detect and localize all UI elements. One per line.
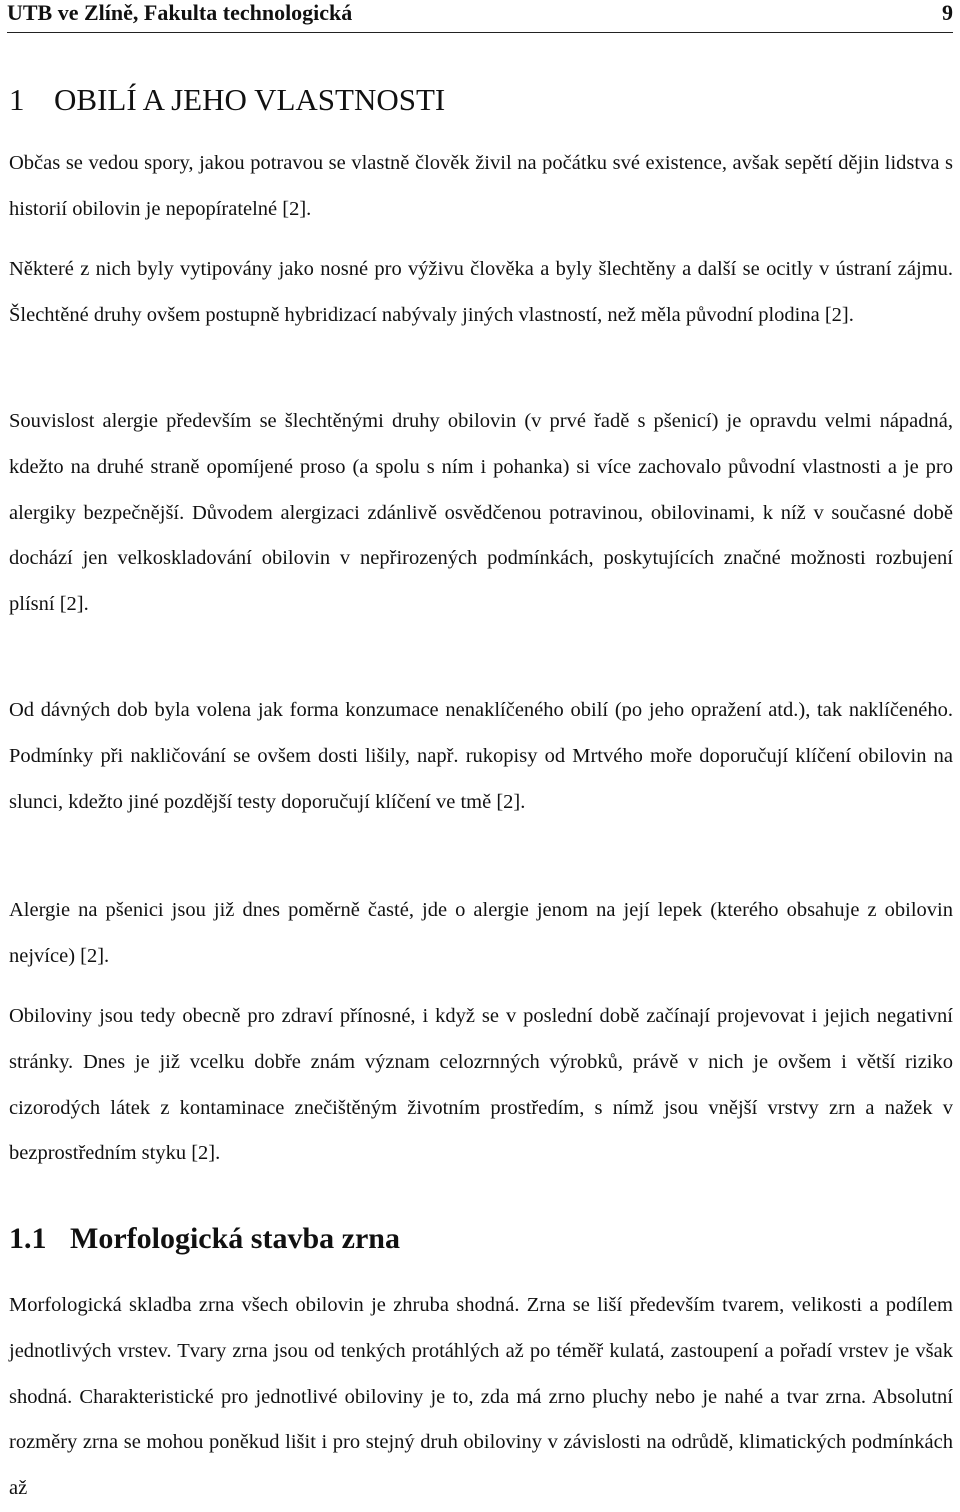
paragraph-4: Od dávných dob byla volena jak forma konzumace nenaklíčeného obilí (po jeho opražení atd.), tak naklíčeného. Podmínky při nakličování se ovšem dosti lišily, např. rukopisy od Mrtvého moře doporučují klíčení obilovin na slunci, kdežto jiné pozdější testy doporučují klíčení ve tmě [2]. bbox=[9, 699, 953, 813]
paragraph-3: Souvislost alergie především se šlechtěnými druhy obilovin (v prvé řadě s pšenicí) je opravdu velmi nápadná, kdežto na druhé straně opomíjené proso (a spolu s ním i pohanka) si více zachovalo původní vlastnosti a je pro alergiky bezpečnější. Důvodem alergizaci zdánlivě osvědčenou potravinou, obilovinami, k níž v současné době dochází jen velkoskladování obilovin v nepřirozených podmínkách, poskytujících značné možnosti rozbujení plísní [2]. bbox=[9, 410, 953, 616]
chapter-heading bbox=[9, 80, 445, 120]
section-number: 1.1 bbox=[9, 1222, 47, 1255]
paragraph-2: Některé z nich byly vytipovány jako nosné pro výživu člověka a byly šlechtěny a další se ocitly v ústraní zájmu. Šlechtěné druhy ovšem postupně hybridizací nabývaly jiných vlastností, než měla původní plodina [2]. bbox=[9, 258, 953, 326]
chapter-number: 1 bbox=[9, 82, 25, 117]
chapter-title: OBILÍ A JEHO VLASTNOSTI bbox=[54, 82, 446, 117]
paragraph-6: Obiloviny jsou tedy obecně pro zdraví přínosné, i když se v poslední době začínají projevovat i jejich negativní stránky. Dnes je již vcelku dobře znám význam celozrnných výrobků, právě v nich je ovšem i větší riziko cizorodých látek z kontaminace znečištěným životním prostředím, s nímž jsou vnější vrstvy zrn a nažek v bezprostředním styku [2]. bbox=[9, 1005, 953, 1165]
section-title: Morfologická stavba zrna bbox=[70, 1222, 400, 1255]
header-title: UTB ve Zlíně, Fakultа technologická bbox=[7, 0, 353, 25]
page-number: 9 bbox=[942, 0, 953, 25]
section-heading bbox=[9, 1219, 400, 1259]
section-paragraph-1: Morfologická skladba zrna všech obilovin je zhruba shodná. Zrna se liší především tvarem, velikosti a podílem jednotlivých vrstev. Tvary zrna jsou od tenkých protáhlých až po téměř kulatá, zastoupení a pořadí vrstev je však shodná. Charakteristické pro jednotlivé obiloviny je to, zda má zrno pluchy nebo je nahé a tvar zrna. Absolutní rozměry zrna se mohou poněkud lišit i pro stejný druh obiloviny v závislosti na odrůdě, klimatických podmínkách až bbox=[9, 1294, 953, 1500]
paragraph-1: Občas se vedou spory, jakou potravou se vlastně člověk živil na počátku své existence, avšak sepětí dějin lidstva s historií obilovin je nepopíratelné [2]. bbox=[9, 152, 953, 220]
running-header bbox=[7, 0, 953, 33]
paragraph-5: Alergie na pšenici jsou již dnes poměrně časté, jde o alergie jenom na její lepek (kterého obsahuje z obilovin nejvíce) [2]. bbox=[9, 899, 953, 967]
